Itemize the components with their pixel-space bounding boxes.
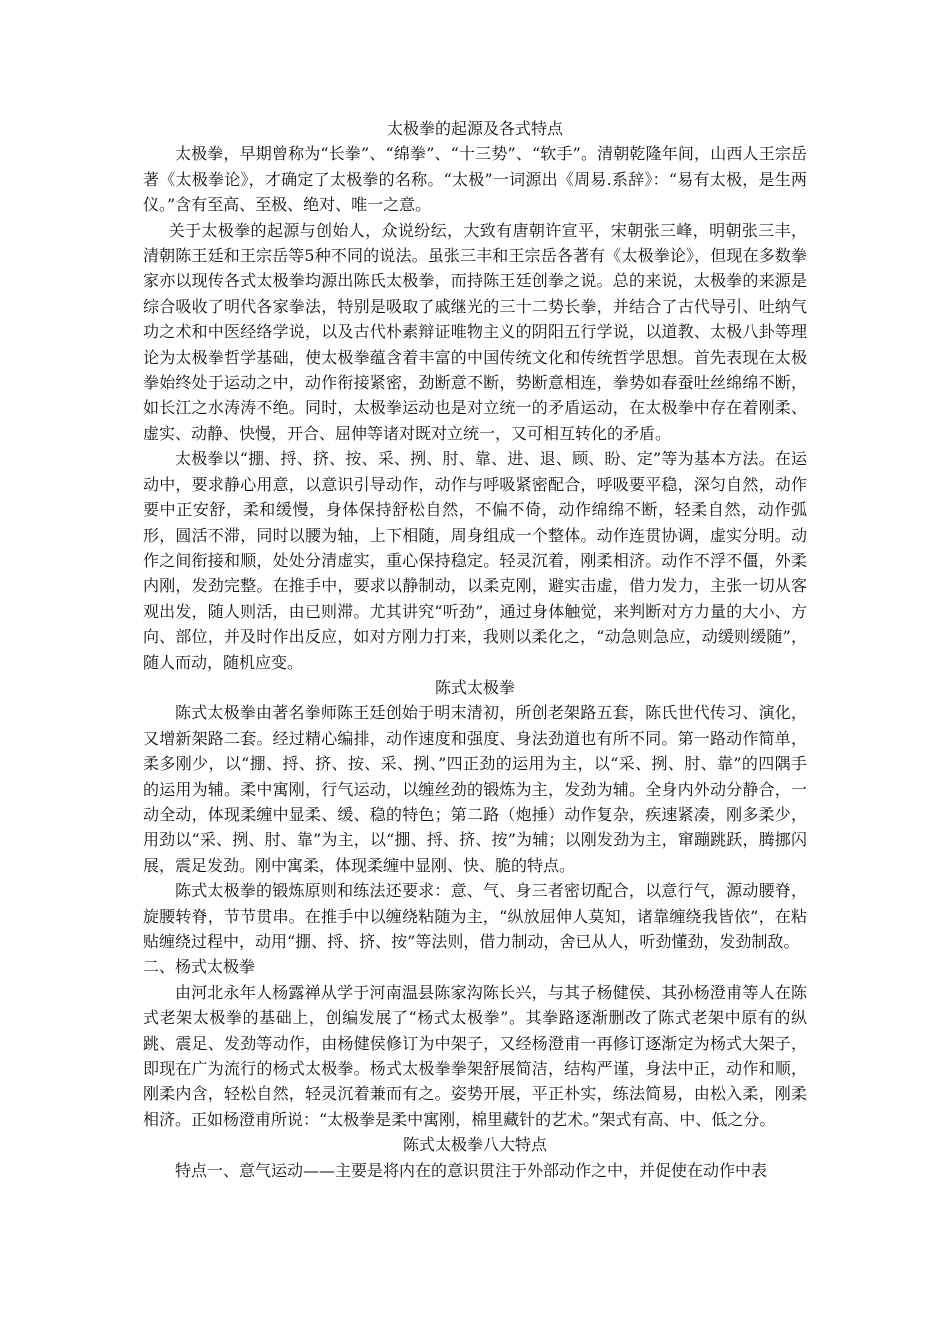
paragraph-feature-one: 特点一、意气运动——主要是将内在的意识贯注于外部动作之中，并促使在动作中表: [175, 1160, 768, 1180]
section-heading-chen-features: 陈式太极拳八大特点: [402, 1135, 547, 1155]
paragraph-chen-principles: 陈式太极拳的锻炼原则和练法还要求：意、气、身三者密切配合，以意行气，源动腰脊，旋腰转脊，节节贯串。在推手中以缠绕粘随为主，“纵放屈伸人莫知，诸靠缠绕我皆依”，在粘贴缠绕过程中，动用“掤、捋、挤、按”等法则，借力制动，舍已从人，听劲懂劲，发劲制敌。: [143, 881, 807, 951]
section-heading-chen: 陈式太极拳: [434, 677, 515, 697]
paragraph-methods: 太极拳以“掤、捋、挤、按、采、挒、肘、靠、进、退、顾、盼、定”等为基本方法。在运动中，要求静心用意，以意识引导动作，动作与呼吸紧密配合，呼吸要平稳，深匀自然，动作要中正安舒，柔和缓慢，身体保持舒松自然，不偏不倚，动作绵绵不断，轻柔自然，动作弧形，圆活不滞，同时以腰为轴，上下相随，周身组成一个整体。动作连贯协调，虚实分明。动作之间衔接和顺，处处分清虚实，重心保持稳定。轻灵沉着，刚柔相济。动作不浮不僵，外柔内刚，发劲完整。在推手中，要求以静制动，以柔克刚，避实击虚，借力发力，主张一切从客观出发，随人则活，由已则滞。尤其讲究“听劲”，通过身体触觉，来判断对方力量的大小、方向、部位，并及时作出反应，如对方刚力打来，我则以柔化之，“动急则急应，动缓则缓随”，随人而动，随机应变。: [143, 449, 807, 672]
paragraph-yang: 由河北永年人杨露禅从学于河南温县陈家沟陈长兴，与其子杨健侯、其孙杨澄甫等人在陈式老架太极拳的基础上，创编发展了“杨式太极拳”。其拳路逐渐删改了陈式老架中原有的纵跳、震足、发劲等动作，由杨健侯修订为中架子，又经杨澄甫一再修订逐渐定为杨式大架子，即现在广为流行的杨式太极拳。杨式太极拳拳架舒展简洁，结构严谨，身法中正，动作和顺，刚柔内含，轻松自然，轻灵沉着兼而有之。姿势开展，平正朴实，练法简易，由松入柔，刚柔相济。正如杨澄甫所说：“太极拳是柔中寓刚，棉里藏针的艺术。”架式有高、中、低之分。: [143, 982, 807, 1129]
document-title: 太极拳的起源及各式特点: [386, 119, 563, 138]
paragraph-origin: 关于太极拳的起源与创始人，众说纷纭，大致有唐朝许宣平，宋朝张三峰，明朝张三丰，清朝陈王廷和王宗岳等5种不同的说法。虽张三丰和王宗岳各著有《太极拳论》，但现在多数拳家亦以现传各式太极拳均源出陈氏太极拳，而持陈王廷创拳之说。总的来说，太极拳的来源是综合吸收了明代各家拳法，特别是吸取了戚继光的三十二势长拳，并结合了古代导引、吐纳气功之术和中医经络学说，以及古代朴素辩证唯物主义的阴阳五行学说，以道教、太极八卦等理论为太极拳哲学基础，使太极拳蕴含着丰富的中国传统文化和传统哲学思想。首先表现在太极拳始终处于运动之中，动作衔接紧密，劲断意不断，势断意相连，拳势如春蚕吐丝绵绵不断，如长江之水涛涛不绝。同时，太极拳运动也是对立统一的矛盾运动，在太极拳中存在着刚柔、虚实、动静、快慢，开合、屈伸等诸对既对立统一，又可相互转化的矛盾。: [143, 220, 807, 443]
section-heading-yang: 二、杨式太极拳: [143, 957, 256, 977]
paragraph-chen-history: 陈式太极拳由著名拳师陈王廷创始于明末清初，所创老架路五套，陈氏世代传习、演化，又增新架路二套。经过精心编排，动作速度和强度、身法劲道也有所不同。第一路动作简单，柔多刚少，以“掤、捋、挤、按、采、挒、”四正劲的运用为主，以“采、挒、肘、靠”的四隅手的运用为辅。柔中寓刚，行气运动，以缠丝劲的锻炼为主，发劲为辅。全身内外动分静合，一动全动，体现柔缠中显柔、缓、稳的特色；第二路（炮捶）动作复杂，疾速紧凑，刚多柔少，用劲以“采、挒、肘、靠”为主，以“掤、捋、挤、按”为辅；以刚发劲为主，窜蹦跳跃，腾挪闪展，震足发劲。刚中寓柔，体现柔缠中显刚、快、脆的特点。: [143, 703, 807, 875]
document-page: [143, 116, 807, 1183]
paragraph-intro: 太极拳，早期曾称为“长拳”、“绵拳”、“十三势”、“软手”。清朝乾隆年间，山西人王宗岳著《太极拳论》，才确定了太极拳的名称。“太极”一词源出《周易.系辞》：“易有太极，是生两仪。”含有至高、至极、绝对、唯一之意。: [143, 144, 807, 215]
